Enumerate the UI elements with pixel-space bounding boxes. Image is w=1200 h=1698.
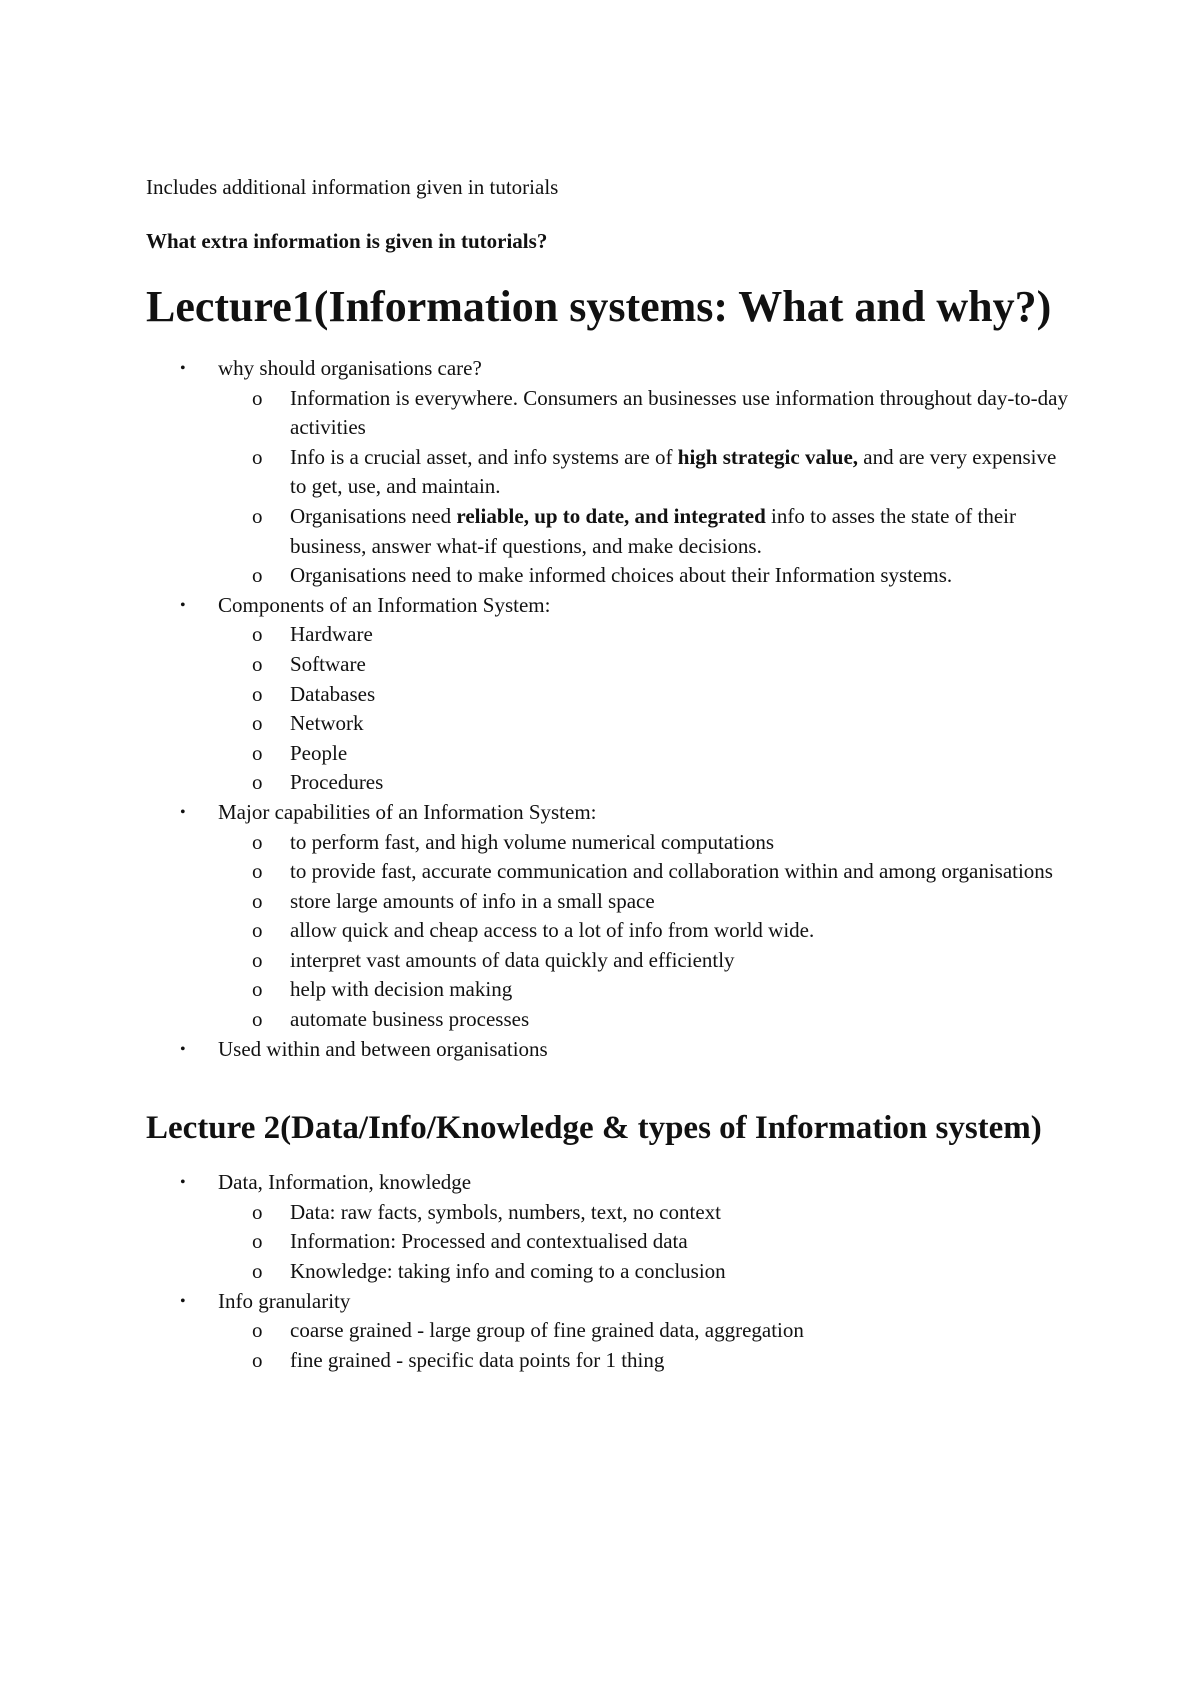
lecture1-title: Lecture1(Information systems: What and why?) bbox=[146, 282, 1052, 331]
sublist-item-text: interpret vast amounts of data quickly and efficiently bbox=[290, 947, 735, 972]
sublist-item bbox=[218, 502, 1076, 561]
list-item bbox=[146, 1287, 1076, 1376]
sublist-item-text: allow quick and cheap access to a lot of info from world wide. bbox=[290, 918, 815, 943]
lecture2-list bbox=[146, 1168, 1076, 1375]
list-item-text: Used within and between organisations bbox=[218, 1036, 548, 1061]
sublist-item-text: fine grained - specific data points for 1 thing bbox=[290, 1347, 665, 1372]
bullet-icon: • bbox=[180, 596, 186, 614]
sub-bullet-icon: o bbox=[252, 1347, 263, 1372]
sublist-item bbox=[218, 916, 1076, 946]
sublist-item bbox=[218, 975, 1076, 1005]
sublist-item-text: Info is a crucial asset, and info systems are of bbox=[290, 444, 678, 469]
sub-bullet-icon: o bbox=[252, 385, 263, 410]
sublist-item-text: to perform fast, and high volume numerical computations bbox=[290, 829, 775, 854]
sublist-item bbox=[218, 1005, 1076, 1035]
sublist-item bbox=[218, 887, 1076, 917]
bullet-icon: • bbox=[180, 803, 186, 821]
sub-bullet-icon: o bbox=[252, 1199, 263, 1224]
sublist-item bbox=[218, 1316, 1076, 1346]
sublist bbox=[218, 828, 1076, 1035]
sublist-item-text: Procedures bbox=[290, 770, 384, 795]
sublist-item-text: People bbox=[290, 740, 348, 765]
sublist bbox=[218, 384, 1076, 591]
sub-bullet-icon: o bbox=[252, 888, 263, 913]
list-item-text: why should organisations care? bbox=[218, 356, 482, 380]
sublist-item bbox=[218, 1257, 1076, 1287]
list-item-text: Info granularity bbox=[218, 1288, 351, 1313]
intro-text: Includes additional information given in tutorials bbox=[146, 175, 559, 199]
sublist bbox=[218, 1198, 1076, 1287]
sublist-item-text: store large amounts of info in a small space bbox=[290, 888, 655, 913]
sub-bullet-icon: o bbox=[252, 1229, 263, 1254]
sublist-item-text: help with decision making bbox=[290, 977, 513, 1002]
emphasis-text: high strategic value, bbox=[677, 444, 859, 469]
sublist-item bbox=[218, 739, 1076, 769]
list-item bbox=[146, 1035, 1076, 1065]
sublist-item bbox=[218, 946, 1076, 976]
list-item bbox=[146, 354, 1076, 591]
list-item bbox=[146, 1168, 1076, 1286]
sub-bullet-icon: o bbox=[252, 711, 263, 736]
sub-bullet-icon: o bbox=[252, 977, 263, 1002]
sublist-item-text: coarse grained - large group of fine grained data, aggregation bbox=[290, 1318, 804, 1343]
sublist-item bbox=[218, 443, 1076, 502]
document-page bbox=[146, 172, 1076, 1375]
sublist-item-text: Databases bbox=[290, 681, 376, 706]
list-item bbox=[146, 591, 1076, 798]
sublist-item bbox=[218, 561, 1076, 591]
sublist-item bbox=[218, 1227, 1076, 1257]
sublist-item-text: Information is everywhere. Consumers an businesses use information throughout day-to-day activities bbox=[290, 385, 1068, 440]
bullet-icon: • bbox=[180, 1292, 186, 1310]
sublist-item-text: Organisations need to make informed choices about their Information systems. bbox=[290, 563, 953, 588]
bullet-icon: • bbox=[180, 1040, 186, 1058]
emphasis-text: reliable, up to date, and integrated bbox=[456, 503, 766, 528]
sub-bullet-icon: o bbox=[252, 740, 263, 765]
sublist-item bbox=[218, 384, 1076, 443]
sub-bullet-icon: o bbox=[252, 770, 263, 795]
sublist-item-text: to provide fast, accurate communication and collaboration within and among organisations bbox=[290, 859, 1053, 884]
sublist-item bbox=[218, 857, 1076, 887]
sub-bullet-icon: o bbox=[252, 829, 263, 854]
sub-bullet-icon: o bbox=[252, 651, 263, 676]
sub-bullet-icon: o bbox=[252, 918, 263, 943]
list-item-text: Data, Information, knowledge bbox=[218, 1170, 472, 1195]
sublist-item bbox=[218, 620, 1076, 650]
sublist-item-text: Organisations need bbox=[290, 503, 457, 528]
sublist-item-text: automate business processes bbox=[290, 1007, 530, 1032]
sub-bullet-icon: o bbox=[252, 563, 263, 588]
sublist-item bbox=[218, 650, 1076, 680]
sublist-item bbox=[218, 768, 1076, 798]
sublist-item-text: Hardware bbox=[290, 622, 373, 647]
sublist-item bbox=[218, 680, 1076, 710]
list-item-text: Major capabilities of an Information System: bbox=[218, 799, 597, 824]
sublist bbox=[218, 620, 1076, 798]
sub-bullet-icon: o bbox=[252, 622, 263, 647]
list-item-text: Components of an Information System: bbox=[218, 592, 551, 617]
sublist-item-text: Network bbox=[290, 711, 364, 736]
sublist-item-text: Data: raw facts, symbols, numbers, text, no context bbox=[290, 1199, 721, 1224]
sublist-item bbox=[218, 1346, 1076, 1376]
sublist-item bbox=[218, 1198, 1076, 1228]
sub-bullet-icon: o bbox=[252, 444, 263, 469]
lecture1-list bbox=[146, 354, 1076, 1064]
sublist bbox=[218, 1316, 1076, 1375]
sub-bullet-icon: o bbox=[252, 503, 263, 528]
sub-bullet-icon: o bbox=[252, 1318, 263, 1343]
list-item bbox=[146, 798, 1076, 1035]
sub-bullet-icon: o bbox=[252, 947, 263, 972]
sublist-item-text: and are very expensive to get, use, and maintain. bbox=[290, 444, 1057, 499]
sublist-item-text: Knowledge: taking info and coming to a conclusion bbox=[290, 1259, 726, 1284]
sublist-item bbox=[218, 828, 1076, 858]
sub-bullet-icon: o bbox=[252, 1259, 263, 1284]
sublist-item-text: Software bbox=[290, 651, 366, 676]
bullet-icon: • bbox=[180, 360, 186, 377]
sub-bullet-icon: o bbox=[252, 681, 263, 706]
question-heading: What extra information is given in tutorials? bbox=[146, 229, 548, 253]
sub-bullet-icon: o bbox=[252, 1007, 263, 1032]
bullet-icon: • bbox=[180, 1174, 186, 1192]
sublist-item bbox=[218, 709, 1076, 739]
sublist-item-text: Information: Processed and contextualised data bbox=[290, 1229, 688, 1254]
lecture2-title: Lecture 2(Data/Info/Knowledge & types of Information system) bbox=[146, 1110, 1042, 1147]
sub-bullet-icon: o bbox=[252, 859, 263, 884]
sublist-item-text: info to asses the state of their business, answer what-if questions, and make decisions. bbox=[290, 503, 1016, 558]
